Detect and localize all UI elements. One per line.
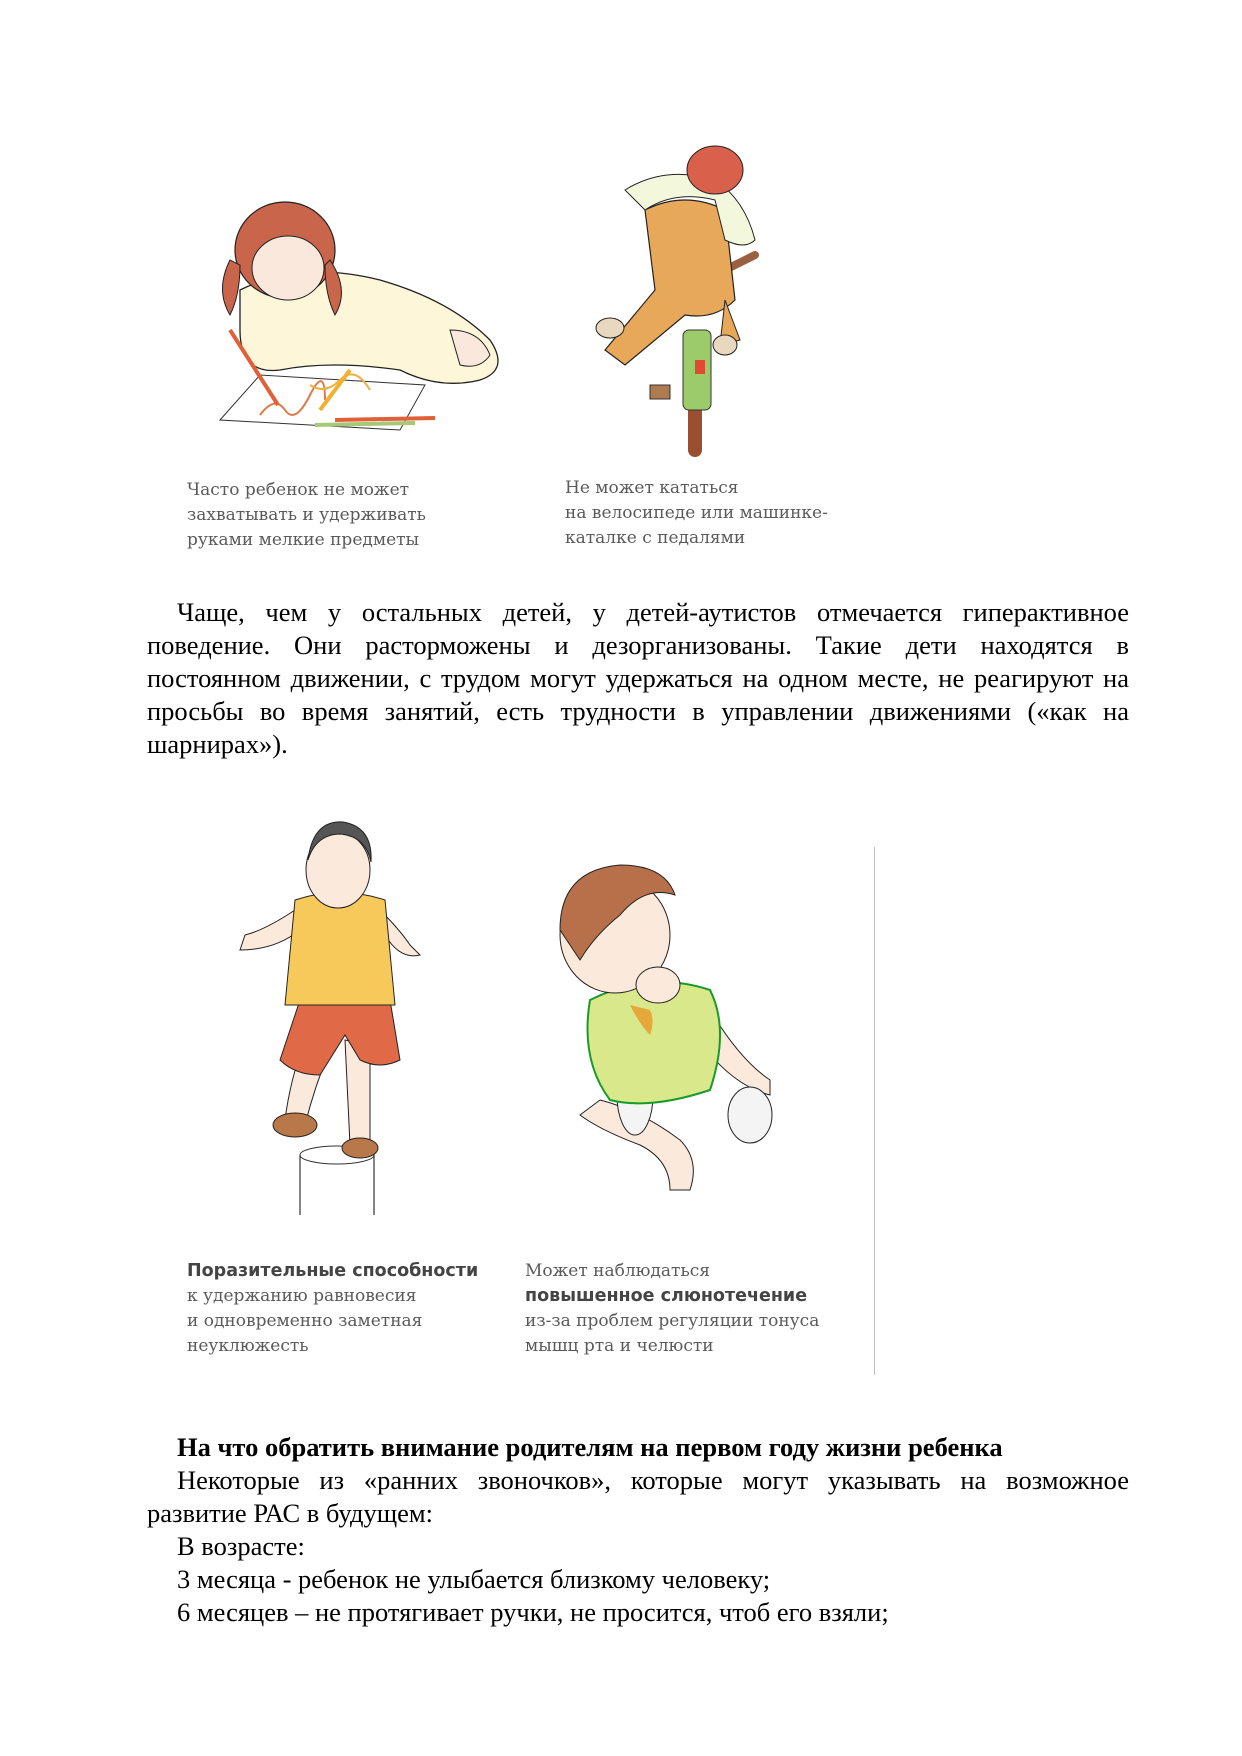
paragraph-early-signs (147, 1464, 1129, 1530)
caption-line: из-за проблем регуляции тонуса (525, 1311, 820, 1331)
caption-line: мышц рта и челюсти (525, 1336, 714, 1356)
girl-drawing-illustration (200, 180, 560, 460)
child-balancing-illustration (230, 830, 470, 1220)
milestone-item: 6 месяцев – не протягивает ручки, не просится, чтоб его взяли; (177, 1597, 889, 1627)
paragraph-text: Чаще, чем у остальных детей, у детей-аутистов отмечается гиперактивное поведение. Они расторможены и дезорганизованы. Такие дети находятся в постоянном движении, с трудом могут удержаться на одном месте, не реагируют на просьбы во время занятий, есть трудности в управлении движениями («как на шарнирах»). (147, 597, 1129, 759)
age-label: В возрасте: (177, 1531, 305, 1561)
caption-line: Может наблюдаться (525, 1261, 710, 1281)
caption-line: неуклюжесть (187, 1336, 309, 1356)
caption-line: руками мелкие предметы (187, 530, 420, 550)
figure-divider (874, 847, 875, 1375)
figure2-caption-right (525, 1259, 819, 1359)
caption-line: и одновременно заметная (187, 1311, 423, 1331)
caption-line: каталке с педалями (565, 528, 746, 548)
section-heading: На что обратить внимание родителям на первом году жизни ребенка (177, 1432, 1003, 1462)
child-drooling-illustration (540, 860, 800, 1200)
figure1-caption-left (187, 478, 426, 553)
caption-line: Не может кататься (565, 478, 739, 498)
figure2-caption-left (187, 1259, 478, 1359)
caption-line: к удержанию равновесия (187, 1286, 417, 1306)
caption-line: на велосипеде или машинке- (565, 503, 828, 523)
figure1-caption-right (565, 476, 828, 551)
caption-line: захватывать и удерживать (187, 505, 426, 525)
paragraph-hyperactivity (147, 596, 1129, 761)
caption-bold: повышенное слюнотечение (525, 1286, 808, 1306)
milestone-item: 3 месяца - ребенок не улыбается близкому человеку; (177, 1564, 771, 1594)
child-on-bicycle-illustration (585, 150, 825, 470)
caption-bold: Поразительные способности (187, 1261, 479, 1281)
caption-line: Часто ребенок не может (187, 480, 410, 500)
paragraph-text: Некоторые из «ранних звоночков», которые могут указывать на возможное развитие РАС в будущем: (147, 1465, 1129, 1528)
